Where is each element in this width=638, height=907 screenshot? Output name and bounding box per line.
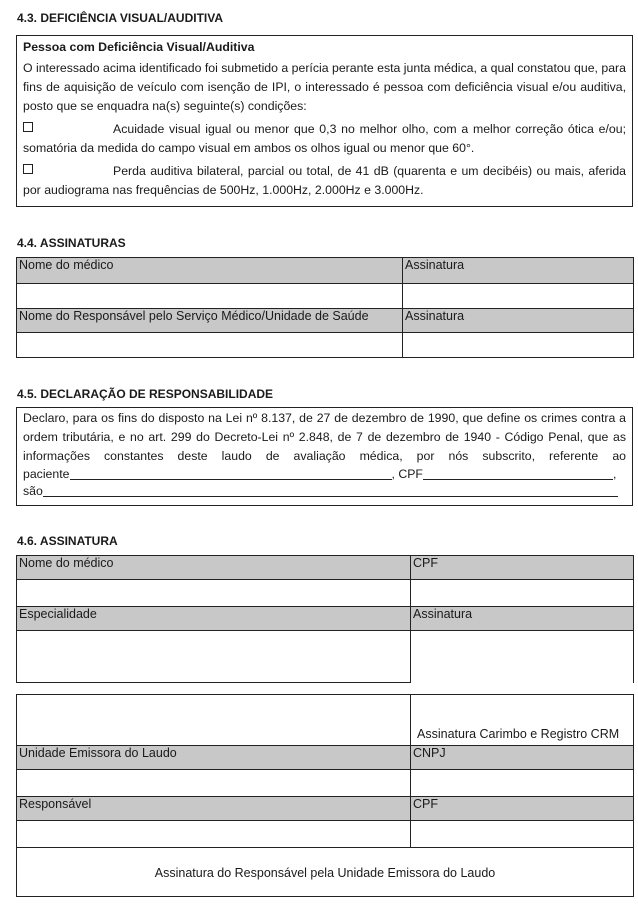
hearing-checkbox[interactable] [23, 164, 33, 174]
patient-line: paciente , CPF , [23, 467, 617, 481]
issuer-unit-field[interactable] [17, 770, 411, 797]
cnpj-label: CNPJ [411, 746, 634, 770]
intro-paragraph: O interessado acima identificado foi submetido a perícia perante esta junta médica, a qual constatou que, para fins de aquisição de veículo com isenção de IPI, o interessado é pessoa com deficiência visual e/ou auditiva, posto que se enquadra na(s) seguinte(s) condições: [23, 61, 626, 113]
section-4-5-heading: 4.5. DECLARAÇÃO DE RESPONSABILIDADE [17, 387, 274, 401]
stamp-caption[interactable]: Assinatura Carimbo e Registro CRM [411, 695, 634, 746]
section-4-6-heading: 4.6. ASSINATURA [17, 534, 118, 548]
hearing-condition [23, 162, 626, 200]
box-title: Pessoa com Deficiência Visual/Auditiva [23, 40, 255, 54]
doctor-cpf-field[interactable] [411, 580, 634, 607]
issuer-table [16, 694, 634, 897]
cpf-label: , CPF [391, 467, 423, 481]
section-4-4-heading: 4.4. ASSINATURAS [17, 236, 126, 250]
responsible-label: Responsável [17, 797, 411, 821]
doctor-name-label: Nome do médico [17, 258, 403, 284]
signature-label: Assinatura [411, 607, 634, 631]
doctor-cpf-label: CPF [411, 556, 634, 580]
visual-checkbox[interactable] [23, 122, 33, 132]
specialty-label: Especialidade [17, 607, 411, 631]
doctor-name-field[interactable] [17, 284, 403, 309]
doctor-signature-label: Assinatura [403, 258, 634, 284]
responsible-signature-field[interactable] [403, 333, 634, 358]
visual-condition-text: Acuidade visual igual ou menor que 0,3 no melhor olho, com a melhor correção ótica e/ou; somatória da medida do campo visual em ambos os olhos igual ou menor que 60°. [23, 122, 626, 155]
doctor-name-label: Nome do médico [17, 556, 411, 580]
sao-label: são [23, 484, 43, 498]
responsible-name-field[interactable] [17, 333, 403, 358]
signature-field[interactable] [411, 631, 634, 683]
signatures-table [16, 257, 634, 358]
cnpj-field[interactable] [411, 770, 634, 797]
responsible-signature-caption[interactable]: Assinatura do Responsável pela Unidade Emissora do Laudo [17, 848, 634, 897]
stamp-left-cell [17, 695, 411, 746]
visual-condition [23, 120, 626, 158]
doctor-signature-field[interactable] [403, 284, 634, 309]
sao-line [23, 483, 626, 500]
responsible-name-label: Nome do Responsável pelo Serviço Médico/Unidade de Saúde [17, 309, 403, 333]
responsible-cpf-label: CPF [411, 797, 634, 821]
section-4-3-heading: 4.3. DEFICIÊNCIA VISUAL/AUDITIVA [17, 11, 224, 25]
responsible-signature-label: Assinatura [403, 309, 634, 333]
disability-box [16, 35, 633, 207]
sao-field[interactable] [43, 484, 618, 497]
declaration-box [16, 407, 633, 506]
patient-name-field[interactable] [70, 467, 392, 480]
patient-label: paciente [23, 467, 70, 481]
hearing-condition-text: Perda auditiva bilateral, parcial ou total, de 41 dB (quarenta e um decibéis) ou mais, aferida por audiograma nas frequências de 500Hz, 1.000Hz, 2.000Hz e 3.000Hz. [23, 164, 626, 197]
responsible-field[interactable] [17, 821, 411, 848]
responsible-cpf-field[interactable] [411, 821, 634, 848]
doctor-name-field[interactable] [17, 580, 411, 607]
doctor-signature-table [16, 555, 634, 683]
patient-cpf-field[interactable] [423, 467, 613, 480]
issuer-unit-label: Unidade Emissora do Laudo [17, 746, 411, 770]
declaration-text: Declaro, para os fins do disposto na Lei nº 8.137, de 27 de dezembro de 1990, que define os crimes contra a ordem tributária, e no art. 299 do Decreto-Lei nº 2.848, de 7 de dezembro de 1940 - Código Penal, que as informações constantes deste laudo de avaliação médica, por nós subscrito, referente ao [23, 411, 626, 463]
specialty-field[interactable] [17, 631, 411, 683]
